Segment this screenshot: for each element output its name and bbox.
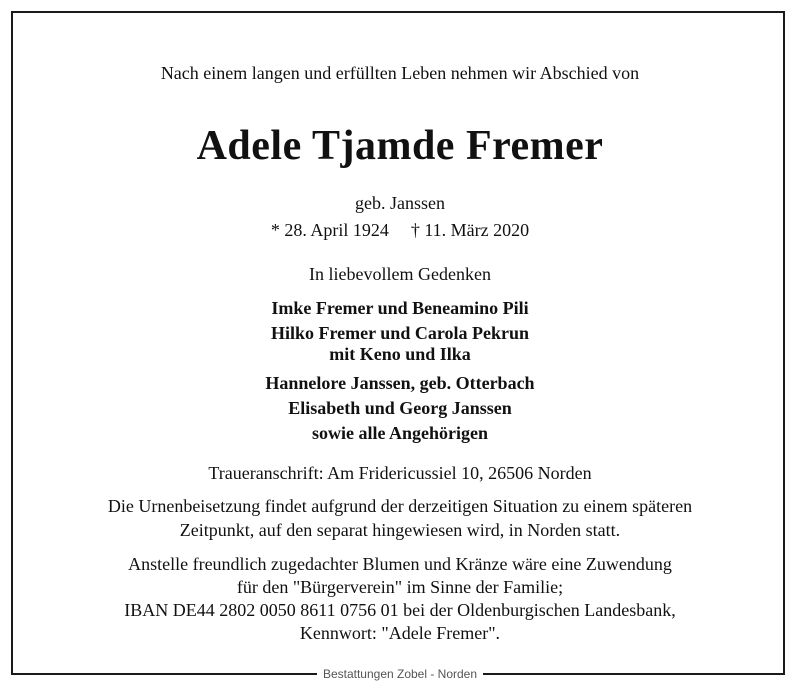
death-date: † 11. März 2020 [410, 220, 530, 240]
mourners-list [0, 296, 800, 446]
funeral-home-credit: Bestattungen Zobel - Norden [317, 664, 483, 684]
mourner-line: Imke Fremer und Beneamino Pili [271, 298, 529, 318]
burial-info [0, 494, 800, 542]
mourner-line: Elisabeth und Georg Janssen [288, 398, 512, 418]
donation-line: für den "Bürgerverein" im Sinne der Familie; [236, 577, 564, 597]
mourner-line: mit Keno und Ilka [329, 344, 471, 364]
donation-info [0, 553, 800, 645]
life-dates [0, 220, 800, 241]
donation-line: IBAN DE44 2802 0050 8611 0756 01 bei der Oldenburgischen Landesbank, [124, 600, 676, 620]
birth-date: * 28. April 1924 [270, 220, 389, 240]
mourner-line: Hannelore Janssen, geb. Otterbach [265, 373, 535, 393]
memory-text: In liebevollem Gedenken [309, 264, 491, 284]
mourning-address: Traueranschrift: Am Fridericussiel 10, 26506 Norden [208, 463, 592, 483]
intro-text: Nach einem langen und erfüllten Leben nehmen wir Abschied von [160, 63, 640, 83]
mourner-line: Hilko Fremer und Carola Pekrun [270, 323, 529, 343]
donation-line: Anstelle freundlich zugedachter Blumen und Kränze wäre eine Zuwendung [128, 554, 672, 574]
donation-line: Kennwort: "Adele Fremer". [299, 623, 501, 643]
deceased-name: Adele Tjamde Fremer [196, 123, 604, 169]
mourner-line: sowie alle Angehörigen [312, 423, 488, 443]
footer [0, 664, 800, 684]
burial-line: Zeitpunkt, auf den separat hingewiesen wird, in Norden statt. [179, 520, 621, 540]
birth-name: geb. Janssen [355, 193, 445, 213]
burial-line: Die Urnenbeisetzung findet aufgrund der derzeitigen Situation zu einem späteren [107, 496, 693, 516]
